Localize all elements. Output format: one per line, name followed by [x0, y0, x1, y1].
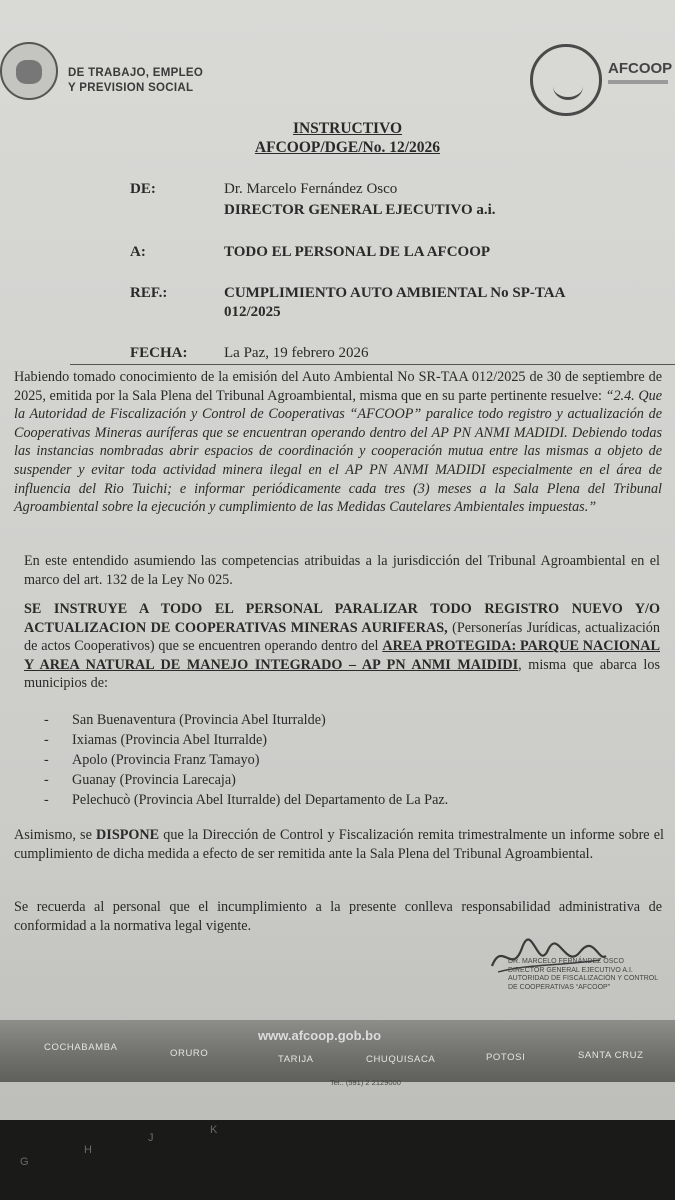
- footer-city: POTOSI: [486, 1052, 526, 1063]
- ministry-line-1: DE TRABAJO, EMPLEO: [68, 67, 204, 79]
- protected-area-name: AREA PROTEGIDA: PARQUE NACIONAL Y AREA NATURAL DE MANEJO INTEGRADO – AP PN ANMI MAIDIDI: [24, 638, 660, 673]
- resolution-quote: “2.4. Que la Autoridad de Fiscalización y Control de Cooperativas “AFCOOP” paralice todo registro y actualización de Cooperativas Mineras auríferas que se encuentran operando dentro del AP PN ANMI MADIDI. Debiendo todas las instancias nombradas abrir espacios de coordinación y cooperación mutua entre las mismas a objeto de suspender y evitar toda actividad minera ilegal en el AP PN ANMI MADIDI especialmente en el área de influencia del Rio Tuichi; e informar periódicamente cada tres (3) meses a la Sala Plena del Tribunal Agroambiental sobre la ejecución y cumplimiento de las Medidas Cautelares Ambientales impuestas.”: [14, 387, 663, 516]
- footer-url: www.afcoop.gob.bo: [258, 1028, 382, 1043]
- paragraph-jurisdiction: En este entendido asumiendo las competencias atribuidas a la jurisdicción del Tribunal Agroambiental en el marco del art. 132 de la Ley No 025.: [24, 553, 660, 588]
- paragraph-instruction: [24, 600, 660, 693]
- list-item: - Guanay (Provincia Larecaja): [44, 772, 236, 788]
- keyboard-key: H: [84, 1144, 92, 1156]
- dispose-bold: DISPONE: [96, 827, 160, 843]
- document-number: AFCOOP/DGE/No. 12/2026: [254, 139, 441, 156]
- ref-label: REF.:: [130, 285, 168, 301]
- footer-city: COCHABAMBA: [44, 1042, 118, 1053]
- ministry-name: [68, 66, 203, 96]
- keyboard-key: J: [148, 1132, 154, 1144]
- instruction-mid: (Personerías Jurídicas, actualización de actos Cooperativos) que se encuentren operando dentro del: [24, 619, 660, 655]
- list-item: - Apolo (Provincia Franz Tamayo): [44, 752, 260, 768]
- footer-city: TARIJA: [278, 1054, 314, 1065]
- header-divider: [70, 364, 675, 365]
- ref-line-1: CUMPLIMIENTO AUTO AMBIENTAL No SP-TAA: [224, 285, 566, 301]
- list-item: - Pelechucò (Provincia Abel Iturralde) del Departamento de La Paz.: [44, 792, 449, 808]
- footer-city: CHUQUISACA: [366, 1054, 436, 1065]
- paragraph-resolution: [14, 368, 662, 517]
- state-seal-icon: [0, 42, 58, 100]
- keyboard-key: G: [20, 1156, 29, 1168]
- date-value: La Paz, 19 febrero 2026: [224, 345, 369, 361]
- from-position: DIRECTOR GENERAL EJECUTIVO a.i.: [224, 202, 496, 218]
- footer-city: ORURO: [170, 1048, 209, 1059]
- paragraph-reminder: Se recuerda al personal que el incumplimiento a la presente conlleva responsabilidad administrativa de conformidad a la normativa legal vigente.: [14, 899, 662, 934]
- footer-city: SANTA CRUZ: [578, 1050, 644, 1061]
- paragraph-dispose: Asimismo, se DISPONE que la Dirección de Control y Fiscalización remita trimestralmente un informe sobre el cumplimiento de dicha medida a efecto de ser remitida ante la Sala Plena del Tribunal Agroambiental.: [14, 827, 665, 862]
- ref-line-2: 012/2025: [224, 304, 281, 320]
- laptop-keyboard: [0, 1120, 675, 1200]
- keyboard-key: K: [210, 1124, 218, 1136]
- list-item: - Ixiamas (Provincia Abel Iturralde): [44, 732, 268, 748]
- logo-subtitle-bar: [608, 80, 668, 84]
- signature-stamp: DR. MARCELO FERNÁNDEZ OSCO DIRECTOR GENERAL EJECUTIVO A.I. AUTORIDAD DE FISCALIZACIÓN Y CONTROL DE COOPERATIVAS “AFCOOP”: [508, 958, 659, 991]
- to-value: TODO EL PERSONAL DE LA AFCOOP: [224, 244, 491, 260]
- afcoop-logo-icon: [530, 44, 602, 116]
- from-name: Dr. Marcelo Fernández Osco: [224, 181, 398, 197]
- instruction-end: , misma que abarca los municipios de:: [24, 656, 660, 692]
- list-item: - San Buenaventura (Provincia Abel Iturralde): [44, 712, 326, 728]
- document-title: INSTRUCTIVO: [292, 120, 403, 137]
- date-label: FECHA:: [130, 345, 188, 361]
- footer-phone: Tel.: (591) 2 2129000: [330, 1078, 401, 1087]
- afcoop-logo-text: AFCOOP: [608, 60, 673, 77]
- resolution-intro: Habiendo tomado conocimiento de la emisión del Auto Ambiental No SR-TAA 012/2025 de 30 de septiembre de 2025, emitida por la Sala Plena del Tribunal Agroambiental, misma que en su parte pertinente resuelve:: [14, 369, 662, 404]
- ministry-line-2: Y PREVISION SOCIAL: [68, 82, 194, 94]
- from-label: DE:: [130, 181, 156, 197]
- instruction-bold: SE INSTRUYE A TODO EL PERSONAL PARALIZAR TODO REGISTRO NUEVO Y/O ACTUALIZACION DE COOPERATIVAS MINERAS AURIFERAS,: [24, 601, 660, 636]
- to-label: A:: [130, 244, 146, 260]
